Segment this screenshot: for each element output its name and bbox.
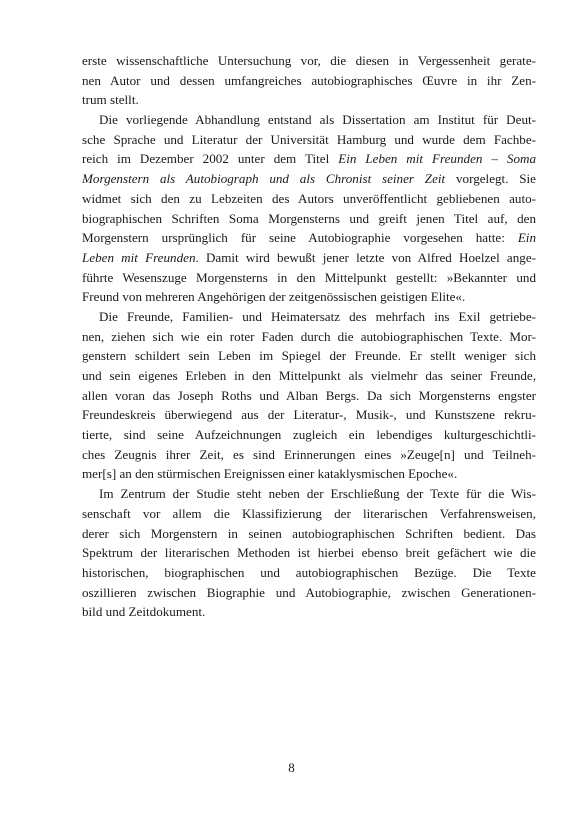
book-title-italic: Leben mit Freunden: [82, 249, 196, 265]
book-title-italic: Morgenstern als Autobiograph und als Chronist seiner Zeit: [82, 171, 446, 187]
book-title-italic: Ein Leben mit Freunden – Soma: [338, 151, 536, 167]
text-line: Spektrum der literarischen Methoden ist hierbei ebenso breit gefächert wie die: [82, 545, 536, 561]
text-line: [82, 169, 536, 189]
page-number: 8: [288, 760, 295, 775]
text-line: derer sich Morgenstern in seinen autobiographischen Schriften bedient. Das: [82, 525, 536, 541]
text-run: Morgenstern ursprünglich für seine Autobiographie vorgesehen hatte:: [82, 230, 518, 246]
body-text: [82, 51, 536, 622]
text-line: widmet sich den zu Lebzeiten des Autors unveröffentlicht gebliebenen auto-: [82, 190, 536, 206]
text-line: und sein eigenes Erleben in den Mittelpunkt als vielmehr das seiner Freunde,: [82, 368, 536, 383]
text-line: historischen, biographischen und autobiographischen Bezüge. Die Texte: [82, 564, 536, 580]
text-run: vorgelegt. Sie: [445, 171, 536, 187]
text-line: genstern schildert sein Leben im Spiegel der Freunde. Er stellt weniger sich: [82, 348, 536, 364]
text-line: nen Autor und dessen umfangreiches autobiographisches Œuvre in ihr Zen-: [82, 72, 536, 88]
text-line: führte Wesenszuge Morgensterns in den Mittelpunkt gestellt: »Bekannter und: [82, 269, 536, 285]
text-line: oszillieren zwischen Biographie und Autobiographie, zwischen Generationen-: [82, 584, 536, 600]
text-line: tierte, sind seine Aufzeichnungen zugleich ein lebendiges kulturgeschichtli-: [82, 427, 536, 443]
text-line: senschaft vor allem die Klassifizierung der literarischen Verfahrensweisen,: [82, 505, 536, 521]
text-line: Die vorliegende Abhandlung entstand als Dissertation am Institut für Deut-: [99, 112, 536, 128]
text-line: sche Sprache und Literatur der Universität Hamburg und wurde dem Fachbe-: [82, 131, 536, 147]
text-line: erste wissenschaftliche Untersuchung vor, die diesen in Vergessenheit gerate-: [82, 53, 536, 68]
text-line: mer[s] an den stürmischen Ereignissen einer kataklysmischen Epoche«.: [82, 466, 458, 482]
text-line: [82, 228, 536, 248]
text-line: Freund von mehreren Angehörigen der zeitgenössischen geistigen Elite«.: [82, 289, 466, 305]
book-title-italic: Ein: [517, 230, 536, 246]
text-line: Freundeskreis überwiegend aus der Literatur-, Musik-, und Kunstszene rekru-: [82, 407, 536, 423]
text-line: Im Zentrum der Studie steht neben der Erschließung der Texte für die Wis-: [99, 486, 536, 502]
text-line: nen, ziehen sich wie ein roter Faden durch die autobiographischen Texte. Mor-: [82, 328, 536, 344]
text-run: . Damit wird bewußt jener letzte von Alfred Hoelzel ange-: [195, 249, 536, 265]
text-line: allen voran das Joseph Roths und Alban Bergs. Da sich Morgensterns engster: [82, 387, 536, 403]
text-run: reich im Dezember 2002 unter dem Titel: [82, 151, 339, 167]
text-line: bild und Zeitdokument.: [82, 604, 206, 620]
text-line: [82, 149, 536, 169]
text-line: trum stellt.: [82, 92, 139, 108]
text-line: ches Zeugnis ihrer Zeit, es sind Erinnerungen eines »Zeuge[n] und Teilneh-: [82, 446, 536, 462]
text-line: Die Freunde, Familien- und Heimatersatz des mehrfach ins Exil getriebe-: [99, 308, 536, 324]
text-line: biographischen Schriften Soma Morgensterns und greift jenen Titel auf, den: [82, 210, 536, 226]
text-line: [82, 248, 536, 268]
